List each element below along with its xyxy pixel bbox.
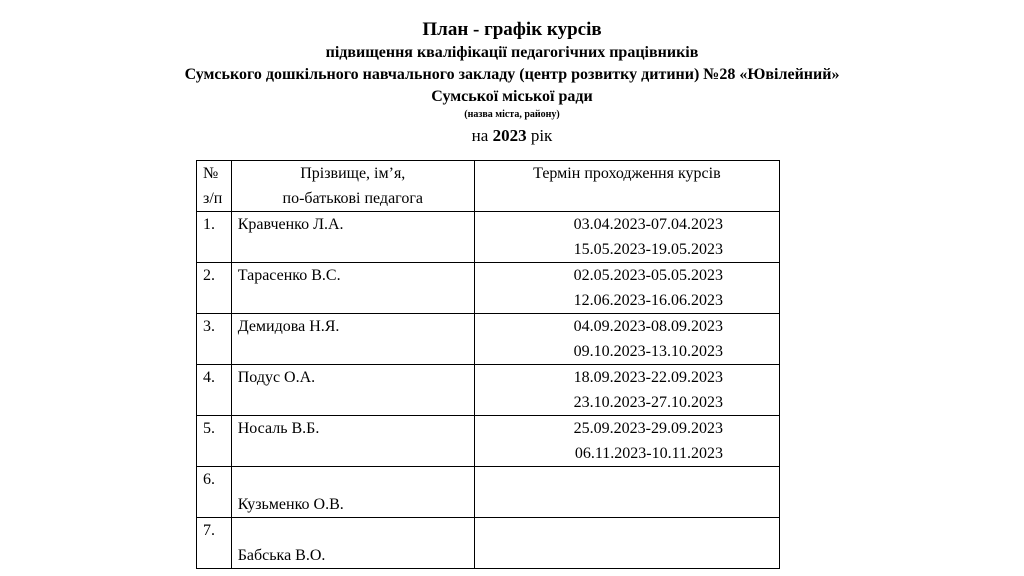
row-term — [474, 212, 779, 263]
row-term-1: 18.09.2023-22.09.2023 — [573, 369, 723, 386]
header-name-line1: Прізвище, ім’я, — [300, 165, 406, 182]
year-value: 2023 — [492, 126, 527, 145]
year-prefix: на — [471, 126, 493, 145]
year-line — [0, 124, 1024, 148]
row-term-1: 03.04.2023-07.04.2023 — [573, 216, 723, 233]
table-header-row — [197, 161, 780, 212]
row-num: 4. — [197, 365, 232, 416]
year-suffix: рік — [526, 126, 553, 145]
row-name: Тарасенко В.С. — [231, 263, 474, 314]
table-row — [197, 212, 780, 263]
header-num — [197, 161, 232, 212]
table-row — [197, 365, 780, 416]
row-term — [474, 467, 779, 518]
row-term — [474, 263, 779, 314]
table-row — [197, 467, 780, 518]
row-num: 7. — [197, 518, 232, 569]
row-term-1: 25.09.2023-29.09.2023 — [573, 420, 723, 437]
header-name-line2: по-батькові педагога — [282, 190, 423, 207]
row-num: 3. — [197, 314, 232, 365]
row-term-1: 04.09.2023-08.09.2023 — [573, 318, 723, 335]
row-term-2: 09.10.2023-13.10.2023 — [573, 343, 723, 360]
header-num-line1: № — [203, 165, 219, 182]
row-name: Демидова Н.Я. — [231, 314, 474, 365]
subtitle-line-1: підвищення кваліфікації педагогічних працівників — [325, 44, 699, 61]
location-note: (назва міста, району) — [464, 109, 560, 120]
courses-table — [196, 160, 780, 569]
row-term-1: 02.05.2023-05.05.2023 — [573, 267, 723, 284]
table-row — [197, 416, 780, 467]
row-term — [474, 365, 779, 416]
table-row — [197, 518, 780, 569]
document-header — [0, 18, 1024, 148]
document-title: План - графік курсів — [422, 19, 602, 40]
row-num: 2. — [197, 263, 232, 314]
row-name: Носаль В.Б. — [231, 416, 474, 467]
table-row — [197, 263, 780, 314]
header-term: Термін проходження курсів — [474, 161, 779, 212]
table-row — [197, 314, 780, 365]
row-name: Подус О.А. — [231, 365, 474, 416]
subtitle-line-2: Сумського дошкільного навчального закладу (центр розвитку дитини) №28 «Ювілейний» — [184, 66, 840, 83]
header-name — [231, 161, 474, 212]
row-name: Бабська В.О. — [231, 518, 474, 569]
row-num: 5. — [197, 416, 232, 467]
row-name: Кузьменко О.В. — [231, 467, 474, 518]
row-term — [474, 314, 779, 365]
row-term-2: 23.10.2023-27.10.2023 — [573, 394, 723, 411]
row-name: Кравченко Л.А. — [231, 212, 474, 263]
row-term — [474, 416, 779, 467]
row-term-2: 15.05.2023-19.05.2023 — [573, 241, 723, 258]
row-term — [474, 518, 779, 569]
row-term-2: 12.06.2023-16.06.2023 — [573, 292, 723, 309]
row-num: 1. — [197, 212, 232, 263]
row-term-2: 06.11.2023-10.11.2023 — [574, 445, 723, 462]
header-num-line2: з/п — [203, 190, 223, 207]
subtitle-line-3: Сумської міської ради — [431, 88, 593, 105]
row-num: 6. — [197, 467, 232, 518]
